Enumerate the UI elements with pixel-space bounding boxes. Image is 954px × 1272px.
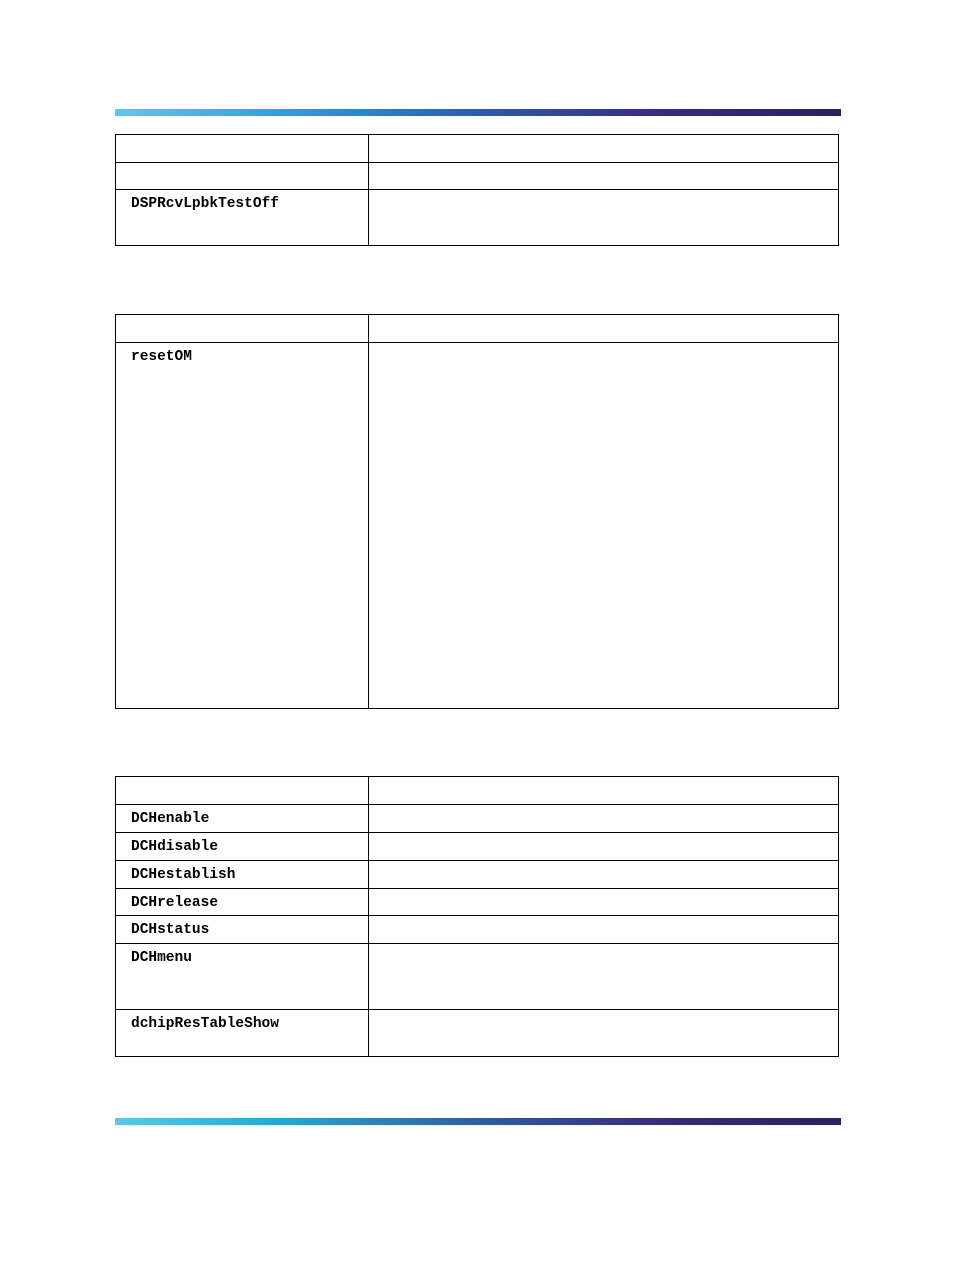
command-cell: DCHstatus (116, 916, 369, 944)
description-cell (369, 889, 839, 916)
description-cell (369, 135, 839, 163)
description-cell (369, 343, 839, 709)
command-table-2 (115, 314, 839, 709)
table-row (116, 343, 839, 709)
table-row (116, 777, 839, 805)
table-row (116, 1010, 839, 1057)
command-cell: DCHenable (116, 805, 369, 833)
description-cell (369, 861, 839, 889)
command-cell (116, 135, 369, 163)
command-cell (116, 315, 369, 343)
table-row (116, 315, 839, 343)
table-row (116, 190, 839, 246)
command-cell: dchipResTableShow (116, 1010, 369, 1057)
header-decorative-bar (115, 109, 841, 116)
footer-decorative-bar (115, 1118, 841, 1125)
description-cell (369, 916, 839, 944)
table-row (116, 861, 839, 889)
description-cell (369, 944, 839, 1010)
command-cell: DCHdisable (116, 833, 369, 861)
description-cell (369, 1010, 839, 1057)
command-cell (116, 777, 369, 805)
description-cell (369, 805, 839, 833)
table-row (116, 135, 839, 163)
command-cell: DCHestablish (116, 861, 369, 889)
description-cell (369, 777, 839, 805)
table-row (116, 889, 839, 916)
command-cell: DSPRcvLpbkTestOff (116, 190, 369, 246)
table-row (116, 805, 839, 833)
command-table-3 (115, 776, 839, 1057)
command-cell: DCHrelease (116, 889, 369, 916)
description-cell (369, 315, 839, 343)
command-cell: DCHmenu (116, 944, 369, 1010)
table-row (116, 944, 839, 1010)
table-row (116, 163, 839, 190)
description-cell (369, 833, 839, 861)
command-cell: resetOM (116, 343, 369, 709)
command-table-1 (115, 134, 839, 246)
table-row (116, 833, 839, 861)
description-cell (369, 163, 839, 190)
description-cell (369, 190, 839, 246)
command-cell (116, 163, 369, 190)
table-row (116, 916, 839, 944)
